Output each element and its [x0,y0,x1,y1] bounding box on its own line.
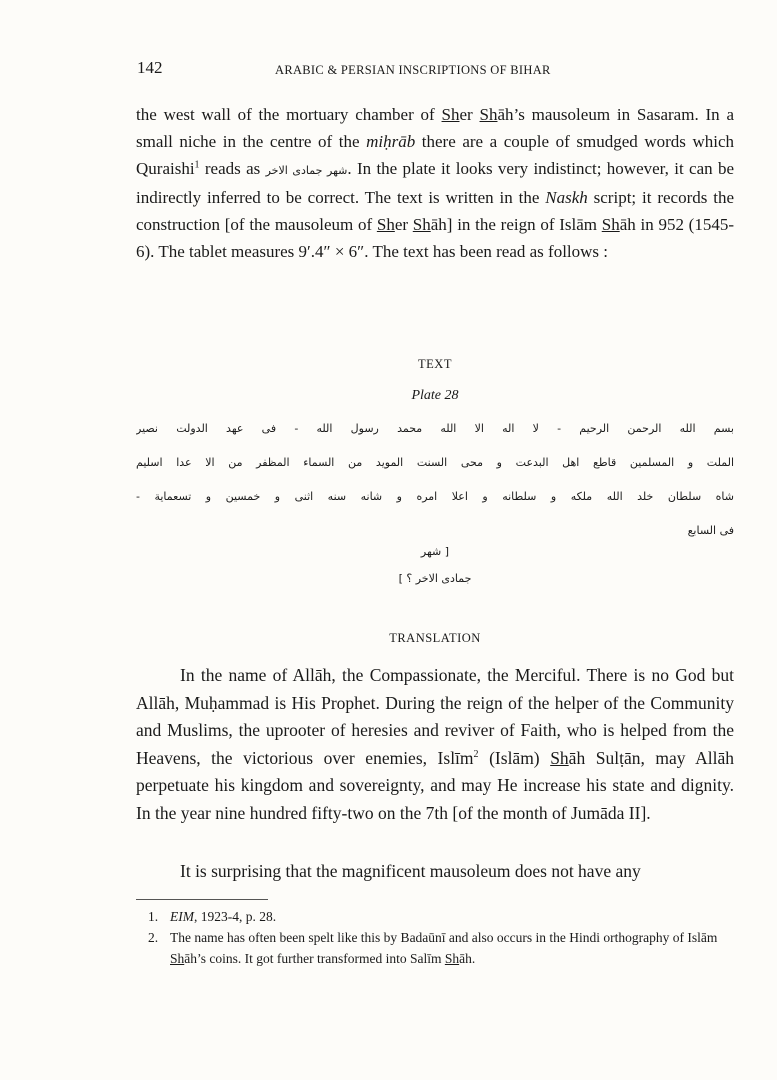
footnote-1: 1. EIM, 1923-4, p. 28. [148,909,277,924]
footnotes [148,906,734,969]
footnote-ref-1: 1 [194,159,200,171]
naskh-term: Naskh [545,188,588,207]
mihrab-term: miḥrāb [366,132,416,151]
closing-paragraph: It is surprising that the magnificent mausoleum does not have any [180,861,641,881]
text-heading: TEXT [418,357,452,371]
footnote-2: 2. The name has often been spelt like this by Badaūnī and also occurs in the Hindi orthography of Islām Shāh’s coins. It got further transformed into Salīm Shāh. [148,930,718,966]
running-title: ARABIC & PERSIAN INSCRIPTIONS OF BIHAR [275,63,551,77]
translation-paragraph: In the name of Allāh, the Compassionate, the Merciful. There is no God but Allāh, Muḥammad is His Prophet. During the reign of the helper of the Community and Muslims, the uprooter of heresies and reviver of Faith, who is helped from the Heavens, the victorious over enemies, Islīm$^2$ (Islām) Shāh Sulṭān, may Allāh perpetuate his kingdom and sovereignty, and may He increase his state and dignity. In the year nine hundred fifty-two on the 7th [of the month of Jumāda II]. [136,665,734,823]
plate-caption: Plate 28 [411,388,459,403]
arabic-line-1: بسم الله الرحمن الرحيم - لا اله الا الله محمد رسول الله - فى عهد الدولت نصير [136,422,734,435]
page-number: 142 [137,58,163,77]
intro-paragraph: the west wall of the mortuary chamber of Sher Shāh’s mausoleum in Sasaram. In a small niche in the centre of the miḥrāb there are a couple of smudged words which Quraishi$^1$ reads as شهر جمادى الاخر. In the plate it looks very indistinct; however, it can be indirectly inferred to be correct. The text is written in the Naskh script; it records the construction [of the mausoleum of Sher Shāh] in the reign of Islām Shāh in 952 (1545-6). The tablet measures 9′.4″ × 6″. The text has been read as follows : [136,105,735,261]
translation-heading: TRANSLATION [389,631,481,645]
page-header [137,58,737,82]
arabic-line-2: الملت و المسلمين قاطع اهل البدعت و محى السنت المويد من السماء المظفر من الا عدا اسليم [136,456,734,469]
arabic-inscription [136,412,734,548]
arabic-bracket-line-2: جمادى الاخر ؟ ] [398,572,472,585]
footnote-ref-2: 2 [473,748,479,760]
arabic-quoted-words: شهر جمادى الاخر [265,164,348,177]
arabic-line-4: فى السابع [687,524,734,537]
footnote-divider [136,899,268,900]
arabic-bracket-line-1: [ شهر [420,545,450,558]
arabic-line-3: شاه سلطان خلد الله ملكه و سلطانه و اعلا امره و شانه سنه اثنى و خمسين و تسعماية - [136,490,734,503]
